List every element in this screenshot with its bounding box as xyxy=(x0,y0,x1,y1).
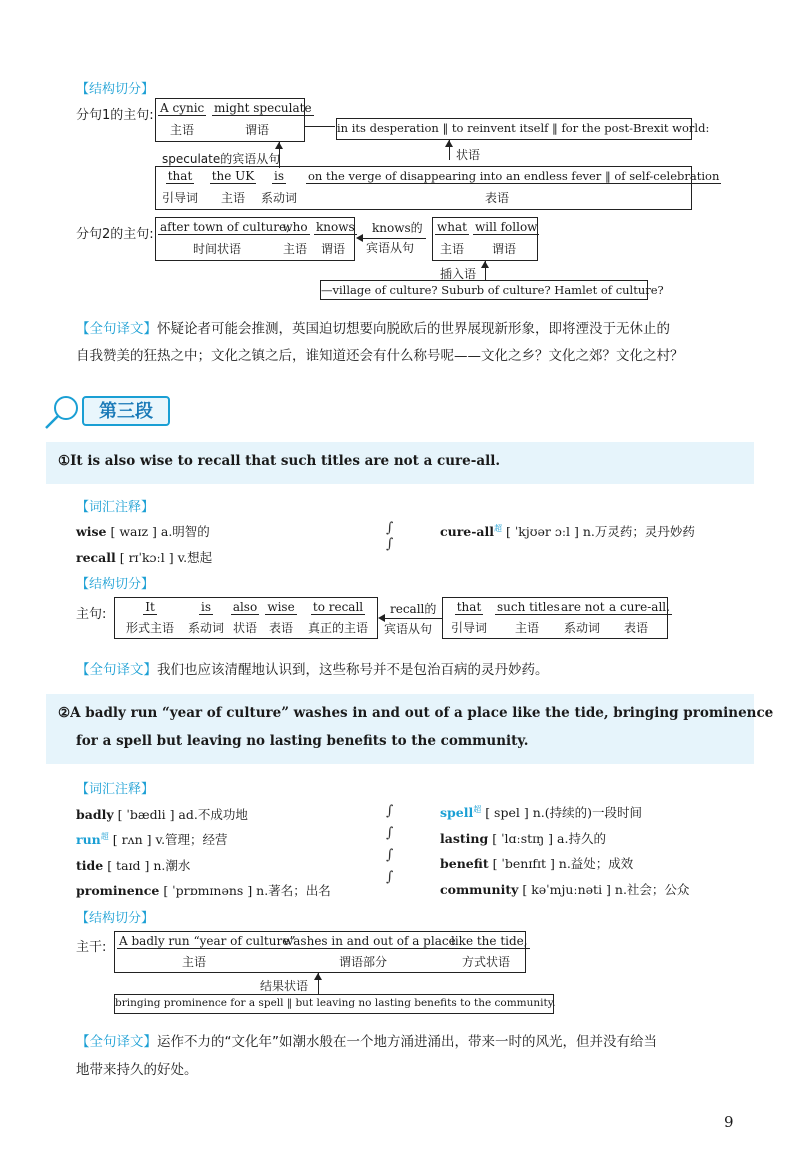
trunk-box: A badly run “year of culture” washes in and out of a place like the tide, 主语 谓语部分 方式状语 xyxy=(114,931,526,973)
divider-squiggle-2: ∫ ∫ ∫ ∫ xyxy=(386,803,394,885)
label-time-adverbial: 时间状语 xyxy=(192,242,241,256)
vocab-community: community [ kəˈmjuːnəti ] n.社会；公众 xyxy=(440,882,690,897)
clause1-subject-box xyxy=(155,98,312,142)
knows-label: knows的 xyxy=(372,221,423,235)
word-a-cynic: A cynic xyxy=(160,101,205,115)
vocab-cure-all: cure-all$^超$ [ ˈkjʊər ɔːl ] n.万灵药；灵丹妙药 xyxy=(440,523,695,539)
label-subject: 主语 xyxy=(169,123,194,137)
label-conjunction: 引导词 xyxy=(161,191,198,205)
vocab-badly: badly [ ˈbædli ] ad.不成功地 xyxy=(76,807,248,822)
vocab-prominence: prominence [ ˈprɒmɪnəns ] n.著名；出名 xyxy=(76,883,331,898)
clause2-label: 分句2的主句: xyxy=(76,227,154,242)
structure-tag-2: 【结构切分】 xyxy=(76,577,155,592)
section-heading: 第三段 xyxy=(82,396,170,426)
word-knows: knows xyxy=(316,220,355,234)
result-text: bringing prominence for a spell ‖ but leaving no lasting benefits to the community. xyxy=(115,997,556,1009)
vocab-tag-2: 【词汇注释】 xyxy=(76,782,155,797)
adverbial-label: 状语 xyxy=(456,148,481,162)
insertion-text: —village of culture? Suburb of culture? Hamlet of culture? xyxy=(321,283,664,297)
translation-2: 【全句译文】我们也应该清醒地认识到，这些称号并不是包治百病的灵丹妙药。 xyxy=(76,662,549,678)
divider-squiggle: ∫ ∫ xyxy=(386,520,394,552)
word-the-uk: the UK xyxy=(211,169,255,183)
label-subject: 主语 xyxy=(220,191,245,205)
vocab-tide: tide [ taɪd ] n.潮水 xyxy=(76,858,191,873)
structure-tag-3: 【结构切分】 xyxy=(76,911,155,926)
object-clause-box xyxy=(155,166,720,210)
vocab-tag: 【词汇注释】 xyxy=(76,500,155,515)
word-who: who xyxy=(282,220,308,234)
insertion-box xyxy=(320,280,664,300)
page-number: 9 xyxy=(724,1113,734,1131)
recall-label: recall的 xyxy=(390,602,437,616)
vocab-run: run$^超$ [ rʌn ] v.管理；经营 xyxy=(76,831,228,847)
recall-label2: 宾语从句 xyxy=(384,622,433,636)
sentence1: ①It is also wise to recall that such titles are not a cure-all. xyxy=(58,453,501,469)
word-what: what xyxy=(437,220,467,234)
translation-3-line2: 地带来持久的好处。 xyxy=(76,1062,198,1078)
label-subject: 主语 xyxy=(282,242,307,256)
label-predicate: 谓语 xyxy=(320,242,345,256)
main-clause-box: It is also wise to recall 形式主语 系动词 状语 表语 真正的主语 xyxy=(114,597,378,639)
translation-1-line2: 自我赞美的狂热之中；文化之镇之后，谁知道还会有什么称号呢——文化之乡？文化之郊？文化之村？ xyxy=(76,348,684,364)
sentence2-line2: for a spell but leaving no lasting benefits to the community. xyxy=(76,733,529,749)
magnifier-icon xyxy=(42,394,82,434)
word-on-the-verge: on the verge of disappearing into an endless fever ‖ of self-celebration xyxy=(308,169,720,183)
result-label: 结果状语 xyxy=(260,979,309,993)
structure-tag: 【结构切分】 xyxy=(76,82,155,97)
translation-1-line1 xyxy=(76,317,670,337)
label-predicate: 谓语 xyxy=(244,123,269,137)
clause2-box xyxy=(155,217,355,261)
main-clause-label: 主句: xyxy=(76,607,107,622)
label-predicative: 表语 xyxy=(484,191,509,205)
label-predicate: 谓语 xyxy=(491,242,516,256)
adverbial-text: in its desperation ‖ to reinvent itself ‖ for the post-Brexit world: xyxy=(337,121,710,135)
result-box xyxy=(114,994,554,1014)
label-linking-verb: 系动词 xyxy=(260,191,297,205)
label-subject: 主语 xyxy=(439,242,464,256)
translation-3-line1: 【全句译文】运作不力的“文化年”如潮水般在一个地方涌进涌出，带来一时的风光，但并没有给当 xyxy=(76,1034,657,1050)
vocab-lasting: lasting [ ˈlɑːstɪŋ ] a.持久的 xyxy=(440,831,606,846)
adverbial-box xyxy=(336,118,710,140)
object-clause-label: speculate的宾语从句 xyxy=(162,152,281,166)
vocab-recall: recall [ rɪˈkɔːl ] v.想起 xyxy=(76,550,213,565)
sentence2-line1: ②A badly run “year of culture” washes in and out of a place like the tide, bringing prominence xyxy=(58,705,774,721)
clause1-label: 分句1的主句: xyxy=(76,108,154,123)
knows-object-box xyxy=(432,217,538,261)
word-might-speculate: might speculate xyxy=(214,101,312,115)
vocab-spell: spell$^超$ [ spel ] n.(持续的)一段时间 xyxy=(440,804,642,820)
recall-object-box: that such titles are not a cure-all. 引导词 主语 系动词 表语 xyxy=(442,597,668,639)
knows-label2: 宾语从句 xyxy=(366,241,415,255)
vocab-wise: wise [ waɪz ] a.明智的 xyxy=(76,524,210,539)
translation-text: 怀疑论者可能会推测，英国迫切想要向脱欧后的世界展现新形象，即将湮没于无休止的 xyxy=(157,321,670,337)
word-that: that xyxy=(167,169,193,183)
insert-label: 插入语 xyxy=(440,267,477,281)
word-is: is xyxy=(274,169,284,183)
trunk-label: 主干: xyxy=(76,940,107,955)
word-after-town: after town of culture, xyxy=(160,220,290,234)
word-will-follow: will follow xyxy=(475,220,538,234)
vocab-benefit: benefit [ ˈbenɪfɪt ] n.益处；成效 xyxy=(440,856,634,871)
translation-tag: 【全句译文】 xyxy=(76,321,157,337)
